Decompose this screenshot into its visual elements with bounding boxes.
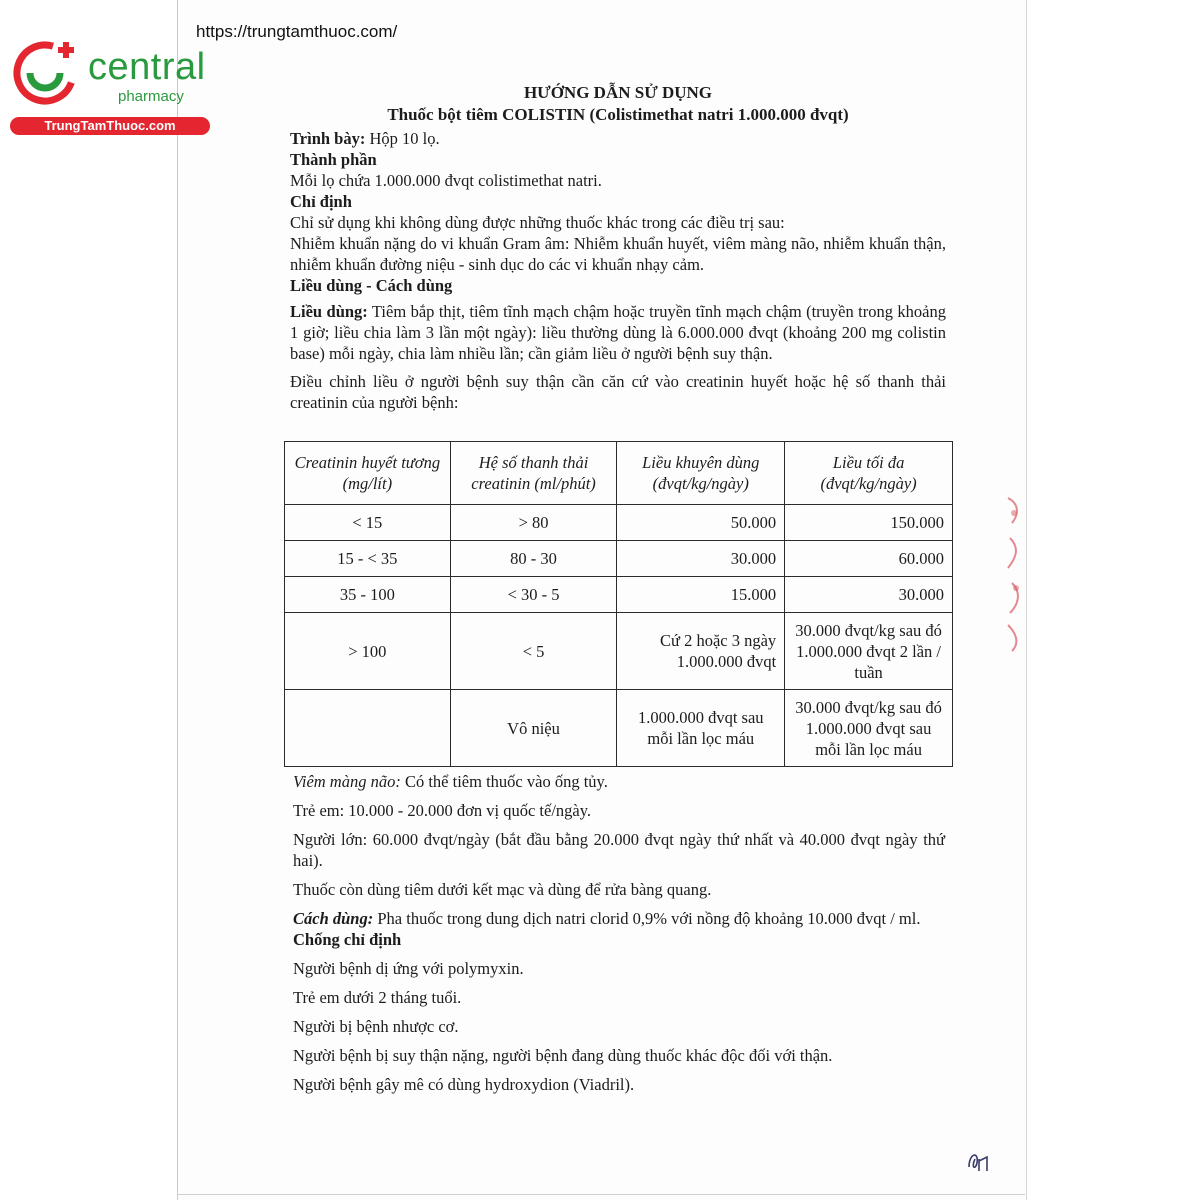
contra-item: Người bệnh bị suy thận nặng, người bệnh đang dùng thuốc khác độc đối với thận. <box>293 1046 833 1065</box>
adjust-text: Điều chỉnh liều ở người bệnh suy thận cần căn cứ vào creatinin huyết hoặc hệ số thanh thải creatinin của người bệnh: <box>290 372 946 412</box>
table-cell: 15.000 <box>617 577 785 613</box>
logo-banner[interactable]: TrungTamThuoc.com <box>10 117 210 135</box>
method-text: Pha thuốc trong dung dịch natri clorid 0,9% với nồng độ khoảng 10.000 đvqt / ml. <box>373 909 921 928</box>
table-cell: Cứ 2 hoặc 3 ngày 1.000.000 đvqt <box>617 613 785 690</box>
source-url[interactable]: https://trungtamthuoc.com/ <box>196 22 398 41</box>
indication-heading: Chỉ định <box>290 192 352 211</box>
contra-heading: Chống chỉ định <box>293 930 402 949</box>
table-cell: < 30 - 5 <box>450 577 617 613</box>
meningitis-line <box>293 771 945 792</box>
contra-item: Người bệnh dị ứng với polymyxin. <box>293 959 524 978</box>
presentation-value: Hộp 10 lọ. <box>365 129 440 148</box>
indication-text-2: Nhiễm khuẩn nặng do vi khuẩn Gram âm: Nhiễm khuẩn huyết, viêm màng não, nhiễm khuẩn thận, nhiễm khuẩn đường niệu - sinh dục do các vi khuẩn nhạy cảm. <box>290 234 946 274</box>
table-row <box>285 505 953 541</box>
dosage-table <box>284 441 953 767</box>
meningitis-text: Có thể tiêm thuốc vào ống tủy. <box>400 772 608 791</box>
table-row <box>285 577 953 613</box>
table-cell: 15 - < 35 <box>285 541 451 577</box>
method-label: Cách dùng: <box>293 909 374 928</box>
table-header-cell: Liều tối đa (đvqt/kg/ngày) <box>785 442 953 505</box>
table-cell: 80 - 30 <box>450 541 617 577</box>
logo-sub: pharmacy <box>118 88 184 105</box>
table-header-cell: Creatinin huyết tương (mg/lít) <box>285 442 451 505</box>
table-cell: 30.000 <box>785 577 953 613</box>
presentation-label: Trình bày: <box>290 129 366 148</box>
table-header-cell: Liều khuyên dùng (đvqt/kg/ngày) <box>617 442 785 505</box>
indication-text-1: Chỉ sử dụng khi không dùng được những thuốc khác trong các điều trị sau: <box>290 213 785 232</box>
meningitis-label: Viêm màng não: <box>293 772 401 791</box>
table-cell: 60.000 <box>785 541 953 577</box>
table-cell: 1.000.000 đvqt sau mỗi lần lọc máu <box>617 690 785 767</box>
table-row <box>285 541 953 577</box>
other-use: Thuốc còn dùng tiêm dưới kết mạc và dùng để rửa bàng quang. <box>293 880 712 899</box>
table-row <box>285 690 953 767</box>
composition-heading: Thành phần <box>290 150 377 169</box>
contra-item: Người bệnh gây mê có dùng hydroxydion (Viadril). <box>293 1075 635 1094</box>
adult-dose: Người lớn: 60.000 đvqt/ngày (bắt đầu bằng 20.000 đvqt ngày thứ nhất và 40.000 đvqt ngày thứ hai). <box>293 830 945 870</box>
doc-subtitle: Thuốc bột tiêm COLISTIN (Colistimethat natri 1.000.000 đvqt) <box>387 105 849 124</box>
dosage-text: Tiêm bắp thịt, tiêm tĩnh mạch chậm hoặc truyền tĩnh mạch chậm (truyền trong khoảng 1 giờ; liều chia làm 3 lần một ngày): liều thường dùng là 6.000.000 đvqt (khoảng 200 mg colistin base) mỗi ngày, chia làm nhiều lần; cần giảm liều ở người bệnh suy thận. <box>290 302 946 363</box>
presentation-line <box>290 128 946 149</box>
dosage-paragraph <box>290 301 946 364</box>
table-cell <box>285 690 451 767</box>
table-cell: 30.000 <box>617 541 785 577</box>
children-dose: Trẻ em: 10.000 - 20.000 đơn vị quốc tế/ngày. <box>293 801 592 820</box>
table-cell: 30.000 đvqt/kg sau đó 1.000.000 đvqt sau mỗi lần lọc máu <box>785 690 953 767</box>
after-table-section <box>293 771 945 1103</box>
table-row <box>285 613 953 690</box>
table-cell: Vô niệu <box>450 690 617 767</box>
contra-item: Người bị bệnh nhược cơ. <box>293 1017 459 1036</box>
table-cell: 150.000 <box>785 505 953 541</box>
red-stamp-icon <box>1000 493 1030 653</box>
table-cell: 50.000 <box>617 505 785 541</box>
method-line <box>293 908 945 929</box>
table-cell: > 100 <box>285 613 451 690</box>
table-cell: > 80 <box>450 505 617 541</box>
dosage-heading: Liều dùng - Cách dùng <box>290 276 453 295</box>
table-cell: 35 - 100 <box>285 577 451 613</box>
contra-item: Trẻ em dưới 2 tháng tuổi. <box>293 988 462 1007</box>
logo-name: central <box>88 46 206 88</box>
table-header-cell: Hệ số thanh thải creatinin (ml/phút) <box>450 442 617 505</box>
table-cell: < 15 <box>285 505 451 541</box>
sheet-bottom-edge <box>177 1194 1025 1195</box>
table-header-row <box>285 442 953 505</box>
dosage-label: Liều dùng: <box>290 302 368 321</box>
signature-initials-icon <box>965 1145 995 1175</box>
table-cell: 30.000 đvqt/kg sau đó 1.000.000 đvqt 2 lần / tuần <box>785 613 953 690</box>
composition-text: Mỗi lọ chứa 1.000.000 đvqt colistimethat natri. <box>290 171 602 190</box>
table-cell: < 5 <box>450 613 617 690</box>
document-body <box>290 82 946 413</box>
doc-title: HƯỚNG DẪN SỬ DỤNG <box>523 83 713 102</box>
